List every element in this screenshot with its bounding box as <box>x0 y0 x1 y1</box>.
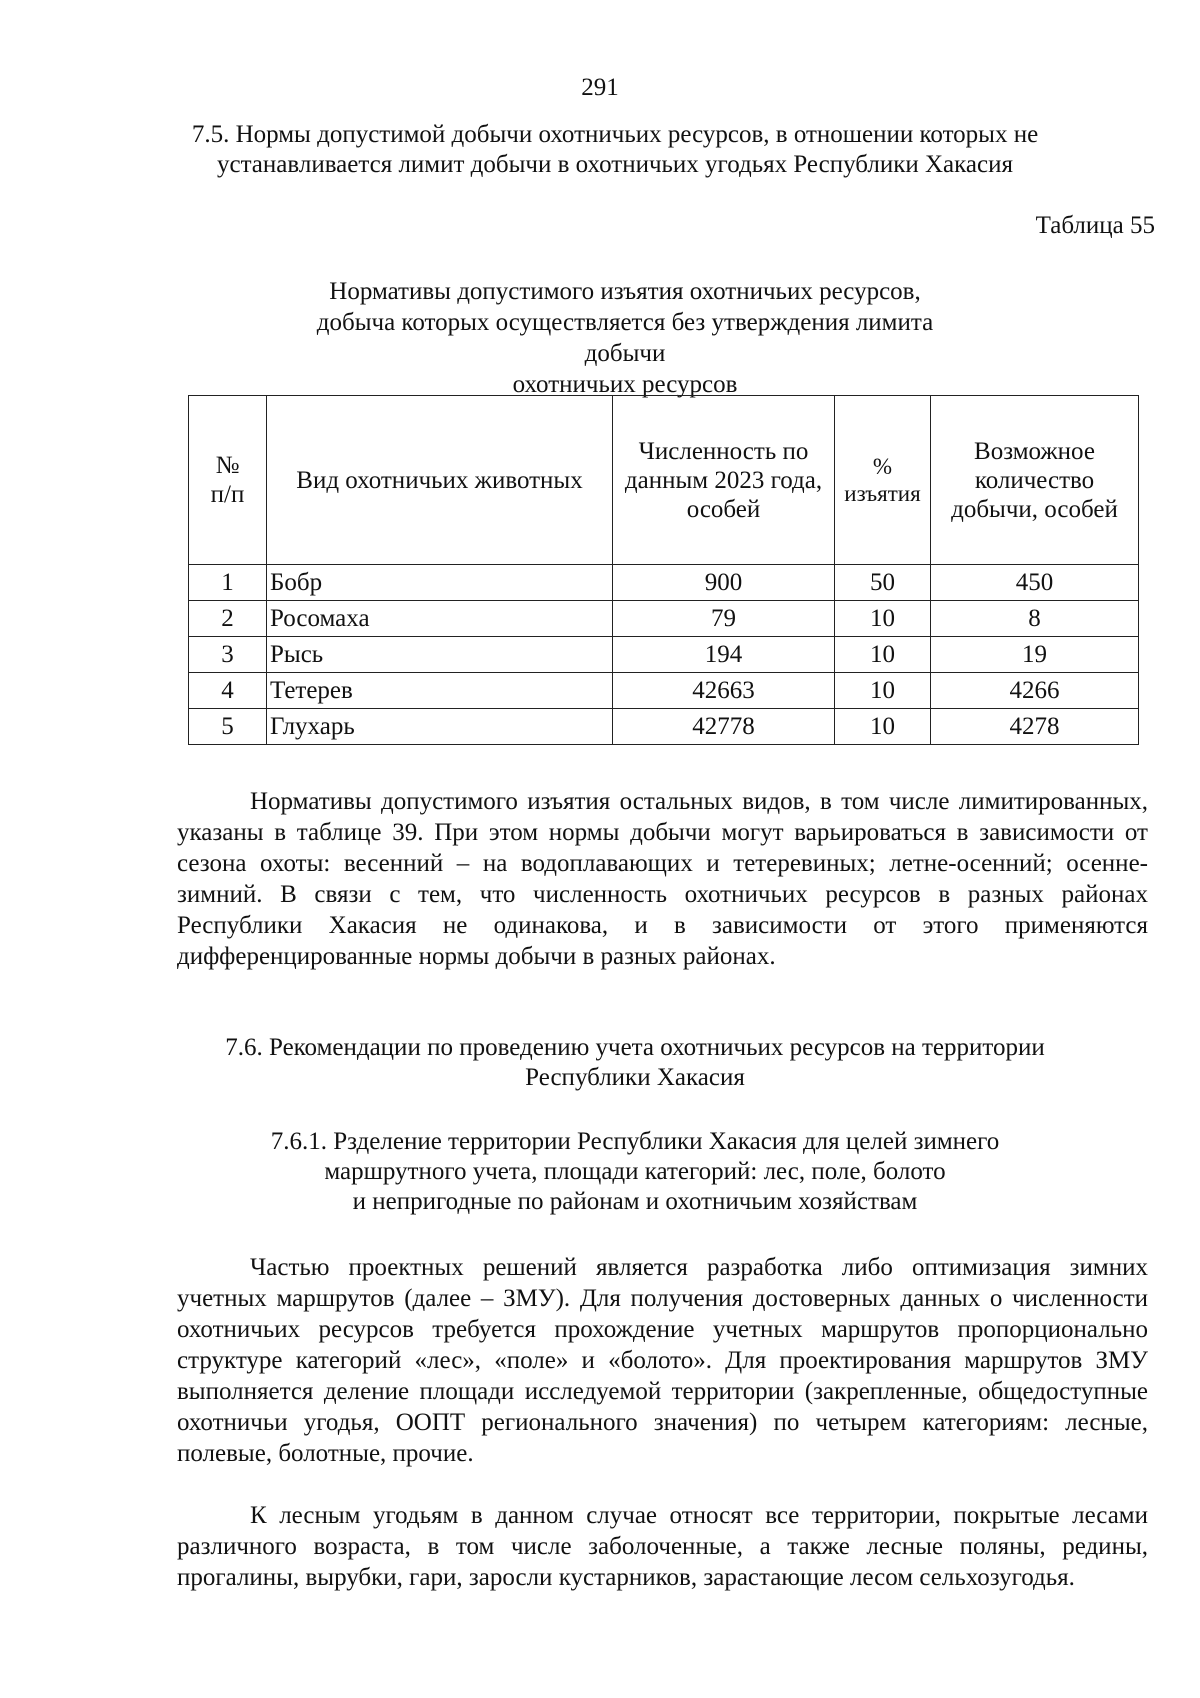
section-7-6-heading <box>190 1033 1080 1093</box>
table-title <box>290 276 960 400</box>
table-row <box>189 637 1139 673</box>
cell-possible: 450 <box>931 565 1139 601</box>
paragraph-routes: Частью проектных решений является разработка либо оптимизация зимних учетных маршрутов (далее – ЗМУ). Для получения достоверных данных о численности охотничьих ресурсов требуется прохождение учетных маршрутов пропорционально структуре категорий «лес», «поле» и «болото». Для проектирования маршрутов ЗМУ выполняется деление площади исследуемой территории (закрепленные, общедоступные охотничьи угодья, ООПТ регионального значения) по четырем категориям: лесные, полевые, болотные, прочие. <box>177 1254 1148 1467</box>
cell-possible: 4278 <box>931 709 1139 745</box>
table-title-line3: охотничьих ресурсов <box>512 371 738 398</box>
cell-species: Глухарь <box>267 709 613 745</box>
header-percent-label: изъятия <box>844 481 921 506</box>
cell-percent: 10 <box>835 673 931 709</box>
cell-possible: 4266 <box>931 673 1139 709</box>
section-7-5-line1: 7.5. Нормы допустимой добычи охотничьих ресурсов, в отношении которых не <box>191 121 1039 148</box>
cell-num: 5 <box>189 709 267 745</box>
paragraph-forest: К лесным угодьям в данном случае относят все территории, покрытые лесами различного возраста, в том числе заболоченные, а также лесные поляны, редины, прогалины, вырубки, гари, заросли кустарников, зарастающие лесом сельхозугодья. <box>177 1502 1148 1591</box>
header-species: Вид охотничьих животных <box>267 396 613 565</box>
cell-count: 42778 <box>613 709 835 745</box>
cell-count: 42663 <box>613 673 835 709</box>
cell-possible: 19 <box>931 637 1139 673</box>
table-row <box>189 565 1139 601</box>
section-7-6-1-heading <box>250 1127 1020 1217</box>
cell-percent: 10 <box>835 637 931 673</box>
cell-species: Бобр <box>267 565 613 601</box>
cell-percent: 10 <box>835 709 931 745</box>
section-7-6-1-line3: и непригодные по районам и охотничьим хозяйствам <box>352 1188 918 1215</box>
table-row <box>189 709 1139 745</box>
table-header-row <box>189 396 1139 565</box>
cell-species: Тетерев <box>267 673 613 709</box>
cell-count: 79 <box>613 601 835 637</box>
table-label: Таблица 55 <box>1035 212 1155 239</box>
cell-num: 1 <box>189 565 267 601</box>
header-num <box>189 396 267 565</box>
cell-possible: 8 <box>931 601 1139 637</box>
header-possible: Возможное количество добычи, особей <box>931 396 1139 565</box>
page-number: 291 <box>581 74 619 101</box>
table-title-line2: добыча которых осуществляется без утверждения лимита добычи <box>316 309 934 367</box>
table-row <box>189 673 1139 709</box>
cell-num: 4 <box>189 673 267 709</box>
cell-percent: 50 <box>835 565 931 601</box>
header-percent <box>835 396 931 565</box>
paragraph-norms: Нормативы допустимого изъятия остальных видов, в том числе лимитированных, указаны в таблице 39. При этом нормы добычи могут варьироваться в зависимости от сезона охоты: весенний – на водоплавающих и тетеревиных; летне-осенний; осенне-зимний. В связи с тем, что численность охотничьих ресурсов в разных районах Республики Хакасия не одинакова, и в зависимости от этого применяются дифференцированные нормы добычи в разных районах. <box>177 788 1148 970</box>
cell-num: 2 <box>189 601 267 637</box>
header-num-abbr: п/п <box>210 481 245 508</box>
cell-num: 3 <box>189 637 267 673</box>
section-7-5-heading <box>150 120 1080 180</box>
table-title-line1: Нормативы допустимого изъятия охотничьих ресурсов, <box>329 278 921 305</box>
header-percent-symbol: % <box>872 454 893 479</box>
cell-percent: 10 <box>835 601 931 637</box>
cell-count: 900 <box>613 565 835 601</box>
header-count: Численность по данным 2023 года, особей <box>613 396 835 565</box>
header-num-symbol: № <box>215 452 240 479</box>
cell-species: Рысь <box>267 637 613 673</box>
hunting-resources-table <box>188 395 1139 745</box>
cell-species: Росомаха <box>267 601 613 637</box>
cell-count: 194 <box>613 637 835 673</box>
section-7-5-line2: устанавливается лимит добычи в охотничьих угодьях Республики Хакасия <box>216 151 1013 178</box>
section-7-6-line2: Республики Хакасия <box>525 1064 745 1091</box>
table-row <box>189 601 1139 637</box>
section-7-6-line1: 7.6. Рекомендации по проведению учета охотничьих ресурсов на территории <box>225 1034 1045 1061</box>
section-7-6-1-line1: 7.6.1. Рзделение территории Республики Хакасия для целей зимнего <box>270 1128 1000 1155</box>
section-7-6-1-line2: маршрутного учета, площади категорий: лес, поле, болото <box>324 1158 946 1185</box>
